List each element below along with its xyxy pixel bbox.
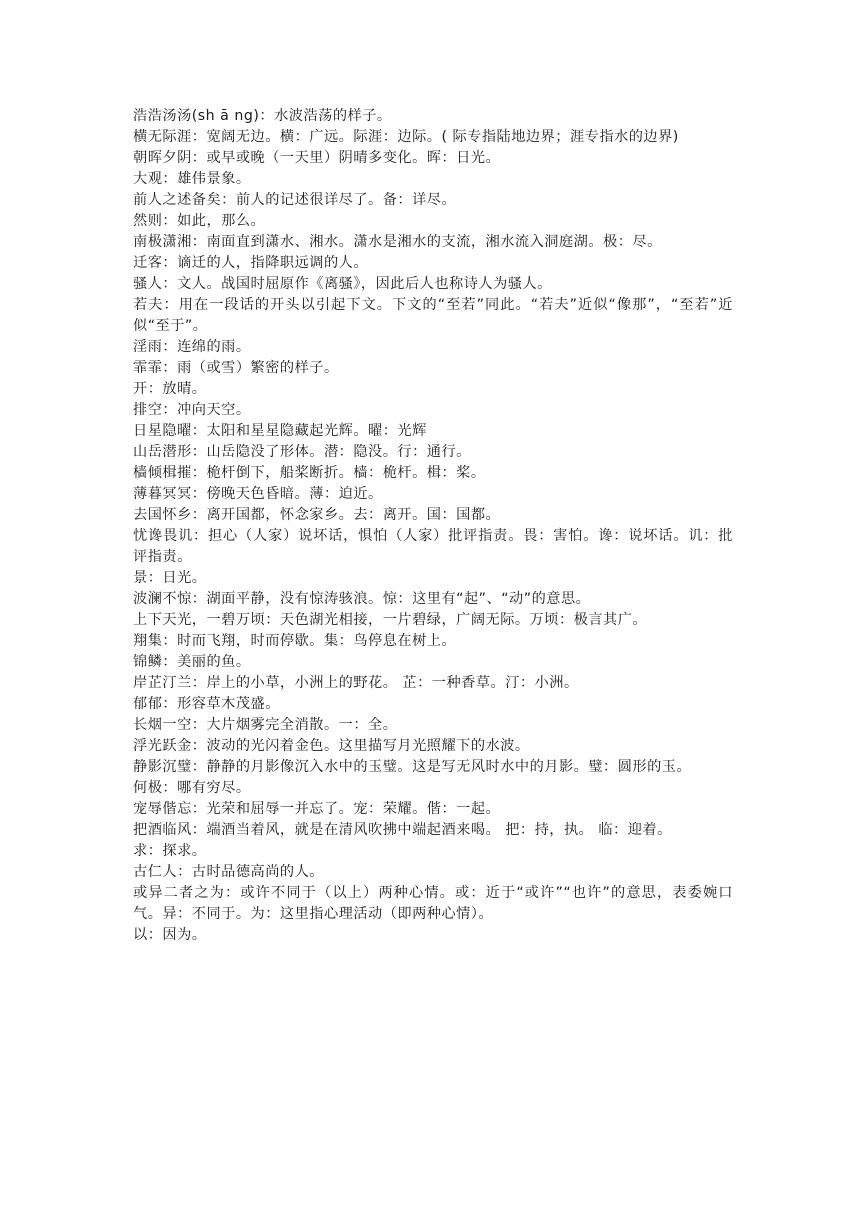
annotation-entry: 长烟一空：大片烟雾完全消散。一：全。: [133, 717, 398, 733]
annotation-entry: 樯倾楫摧：桅杆倒下，船桨断折。樯：桅杆。楫：桨。: [133, 465, 486, 481]
annotation-entry: 迁客：谪迁的人，指降职远调的人。: [133, 255, 369, 271]
annotation-entry: 朝晖夕阴：或早或晚（一天里）阴晴多变化。晖：日光。: [133, 150, 501, 166]
annotation-entry: 以：因为。: [133, 927, 207, 943]
annotation-entry: 古仁人：古时品德高尚的人。: [133, 864, 324, 880]
annotation-entry: 若夫：用在一段话的开头以引起下文。下文的“至若”同此。“若夫”近似“像那”，“至若”近似“至于”。: [133, 297, 733, 334]
annotation-entry: 上下天光，一碧万顷：天色湖光相接，一片碧绿，广阔无际。万顷：极言其广。: [133, 612, 648, 628]
annotation-entry: 大观：雄伟景象。: [133, 171, 251, 187]
annotation-entry: 郁郁：形容草木茂盛。: [133, 696, 280, 712]
annotation-entry: 薄暮冥冥：傍晚天色昏暗。薄：迫近。: [133, 486, 383, 502]
annotation-entry: 忧谗畏讥：担心（人家）说坏话，惧怕（人家）批评指责。畏：害怕。谗：说坏话。讥：批评指责。: [133, 528, 733, 565]
annotation-list: [133, 106, 733, 946]
annotation-entry: 前人之述备矣：前人的记述很详尽了。备：详尽。: [133, 192, 457, 208]
annotation-entry: 锦鳞：美丽的鱼。: [133, 654, 251, 670]
annotation-entry: 岸芷汀兰：岸上的小草，小洲上的野花。 芷：一种香草。汀：小洲。: [133, 675, 579, 691]
annotation-entry: 浩浩汤汤(sh ā ng)：水波浩荡的样子。: [133, 108, 392, 124]
annotation-entry: 宠辱偕忘：光荣和屈辱一并忘了。宠：荣耀。偕：一起。: [133, 801, 501, 817]
annotation-entry: 景：日光。: [133, 570, 207, 586]
annotation-entry: 何极：哪有穷尽。: [133, 780, 251, 796]
annotation-entry: 去国怀乡：离开国都，怀念家乡。去：离开。国：国都。: [133, 507, 501, 523]
annotation-entry: 排空：冲向天空。: [133, 402, 251, 418]
annotation-entry: 把酒临风：端酒当着风，就是在清风吹拂中端起酒来喝。 把：持，执。 临：迎着。: [133, 822, 672, 838]
annotation-entry: 南极潇湘：南面直到潇水、湘水。潇水是湘水的支流，湘水流入洞庭湖。极：尽。: [133, 234, 662, 250]
annotation-entry: 开：放晴。: [133, 381, 207, 397]
annotation-entry: 然则：如此，那么。: [133, 213, 266, 229]
annotation-entry: 波澜不惊：湖面平静，没有惊涛骇浪。惊：这里有“起”、“动”的意思。: [133, 591, 591, 607]
annotation-entry: 山岳潜形：山岳隐没了形体。潜：隐没。行：通行。: [133, 444, 471, 460]
annotation-entry: 霏霏：雨（或雪）繁密的样子。: [133, 360, 339, 376]
annotation-entry: 日星隐曜：太阳和星星隐藏起光辉。曜：光辉: [133, 423, 427, 439]
annotation-entry: 浮光跃金：波动的光闪着金色。这里描写月光照耀下的水波。: [133, 738, 530, 754]
annotation-entry: 横无际涯：宽阔无边。横：广远。际涯：边际。( 际专指陆地边界；涯专指水的边界): [133, 129, 679, 145]
annotation-entry: 求：探求。: [133, 843, 207, 859]
annotation-entry: 淫雨：连绵的雨。: [133, 339, 251, 355]
annotation-entry: 翔集：时而飞翔，时而停歇。集：鸟停息在树上。: [133, 633, 457, 649]
annotation-entry: 静影沉璧：静静的月影像沉入水中的玉璧。这是写无风时水中的月影。璧：圆形的玉。: [133, 759, 692, 775]
annotation-entry: 或异二者之为：或许不同于（以上）两种心情。或：近于“或许”“也许”的意思，表委婉口气。异：不同于。为：这里指心理活动（即两种心情）。: [133, 885, 733, 922]
annotation-entry: 骚人：文人。战国时屈原作《离骚》，因此后人也称诗人为骚人。: [133, 276, 552, 292]
